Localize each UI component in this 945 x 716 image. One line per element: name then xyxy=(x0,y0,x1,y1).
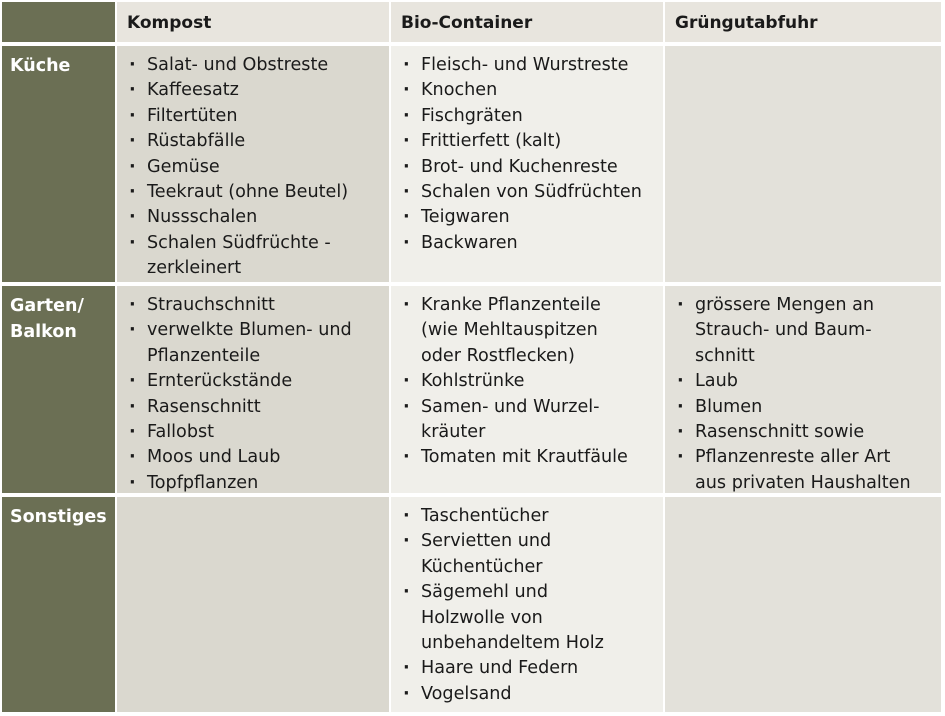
list-item: · Fleisch- und Wurstreste xyxy=(401,53,663,78)
list-item: · Rüstabfälle xyxy=(127,129,389,154)
list-item: · Vogelsand xyxy=(401,682,663,707)
list-item: · Sägemehl und Holzwolle von unbehandeltem Holz xyxy=(401,580,663,656)
list-item: · Laub xyxy=(675,369,941,394)
cell-garten-gruengutabfuhr xyxy=(665,286,941,493)
row-label-garten-balkon: Garten/ Balkon xyxy=(2,286,115,493)
list-item: · grössere Mengen an Strauch- und Baum- schnitt xyxy=(675,293,941,369)
list-item: · Knochen xyxy=(401,78,663,103)
list-item: · Fallobst xyxy=(127,420,389,445)
row-label-sonstiges: Sonstiges xyxy=(2,497,115,712)
list-item: · Topfpflanzen xyxy=(127,471,389,493)
list-item: · Pflanzenreste aller Art aus privaten Haushalten xyxy=(675,445,941,493)
header-gruengutabfuhr: Grüngutabfuhr xyxy=(665,2,941,42)
list-item: · Kranke Pflanzenteile (wie Mehltauspitzen oder Rostflecken) xyxy=(401,293,663,369)
list-item: · Gemüse xyxy=(127,155,389,180)
list-item: · Tomaten mit Krautfäule xyxy=(401,445,663,470)
list-item: · Kaffeesatz xyxy=(127,78,389,103)
list-item: · Rasenschnitt xyxy=(127,395,389,420)
cell-sonstiges-gruengutabfuhr xyxy=(665,497,941,712)
list-item: · Blumen xyxy=(675,395,941,420)
cell-garten-bio-container xyxy=(391,286,663,493)
list-item: · Brot- und Kuchenreste xyxy=(401,155,663,180)
header-bio-container: Bio-Container xyxy=(391,2,663,42)
list-item: · Schalen von Südfrüchten xyxy=(401,180,663,205)
list-item: · verwelkte Blumen- und Pflanzenteile xyxy=(127,318,389,369)
cell-kueche-bio-container xyxy=(391,46,663,282)
list-item: · Taschentücher xyxy=(401,504,663,529)
list-item: · Teigwaren xyxy=(401,205,663,230)
list-item: · Teekraut (ohne Beutel) xyxy=(127,180,389,205)
list-item: · Samen- und Wurzel- kräuter xyxy=(401,395,663,446)
list-item: · Moos und Laub xyxy=(127,445,389,470)
list-item: · Servietten und Küchentücher xyxy=(401,529,663,580)
list-item: · Backwaren xyxy=(401,231,663,256)
list-item: · Strauchschnitt xyxy=(127,293,389,318)
list-item: · Ernterückstände xyxy=(127,369,389,394)
list-item: · Salat- und Obstreste xyxy=(127,53,389,78)
list-item: · Schalen Südfrüchte - zerkleinert xyxy=(127,231,389,282)
list-item: · Frittierfett (kalt) xyxy=(401,129,663,154)
header-kompost: Kompost xyxy=(117,2,389,42)
row-label-kueche: Küche xyxy=(2,46,115,282)
list-item: · Fischgräten xyxy=(401,104,663,129)
cell-kueche-gruengutabfuhr xyxy=(665,46,941,282)
list-item: · Rasenschnitt sowie xyxy=(675,420,941,445)
list-item: · Haare und Federn xyxy=(401,656,663,681)
waste-sorting-table xyxy=(2,2,941,712)
cell-sonstiges-bio-container xyxy=(391,497,663,712)
cell-kueche-kompost xyxy=(117,46,389,282)
list-item: · Kohlstrünke xyxy=(401,369,663,394)
cell-sonstiges-kompost xyxy=(117,497,389,712)
list-item: · Filtertüten xyxy=(127,104,389,129)
header-corner xyxy=(2,2,115,42)
list-item: · Nussschalen xyxy=(127,205,389,230)
cell-garten-kompost xyxy=(117,286,389,493)
